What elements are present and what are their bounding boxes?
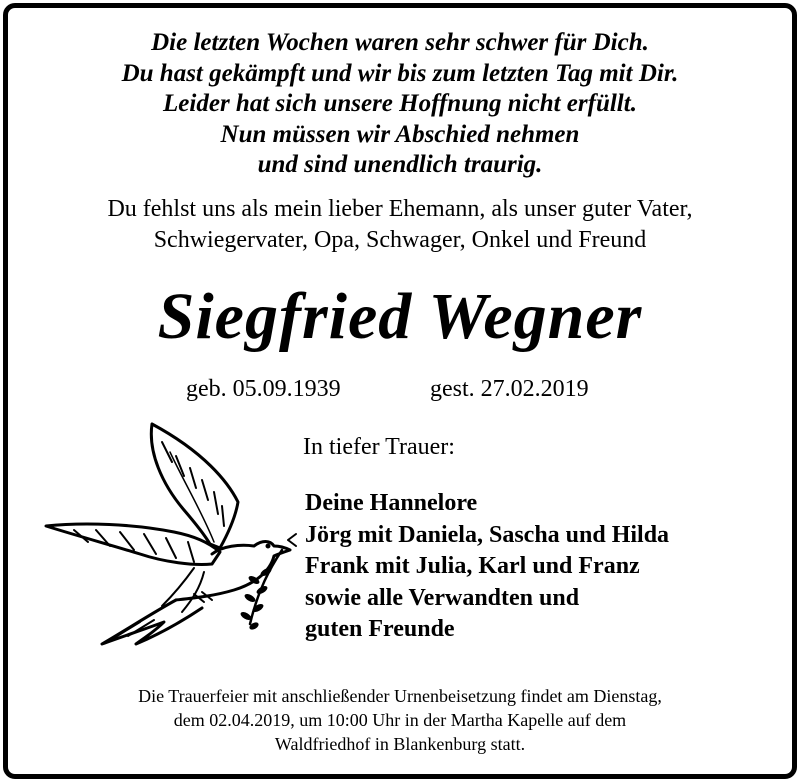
- mourning-label: In tiefer Trauer:: [303, 434, 455, 460]
- poem-line: und sind unendlich traurig.: [257, 151, 543, 178]
- family-list: [305, 488, 669, 646]
- family-line: Deine Hannelore: [305, 490, 478, 516]
- funeral-info: [0, 684, 800, 756]
- family-line: Jörg mit Daniela, Sascha und Hilda: [305, 521, 670, 548]
- intro-line: Du fehlst uns als mein lieber Ehemann, als unser guter Vater,: [107, 196, 693, 222]
- poem-line: Nun müssen wir Abschied nehmen: [220, 120, 580, 148]
- funeral-line: dem 02.04.2019, um 10:00 Uhr in der Martha Kapelle auf dem: [173, 710, 627, 730]
- family-line: guten Freunde: [305, 616, 455, 642]
- poem-line: Leider hat sich unsere Hoffnung nicht erfüllt.: [163, 90, 637, 117]
- intro-text: [0, 194, 800, 256]
- death-date: gest. 27.02.2019: [430, 376, 589, 402]
- family-line: Frank mit Julia, Karl und Franz: [305, 553, 640, 579]
- poem-line: Du hast gekämpft und wir bis zum letzten Tag mit Dir.: [121, 59, 679, 87]
- intro-line: Schwiegervater, Opa, Schwager, Onkel und Freund: [153, 227, 647, 253]
- poem: [0, 28, 800, 181]
- birth-date: geb. 05.09.1939: [186, 376, 341, 402]
- poem-line: Die letzten Wochen waren sehr schwer für Dich.: [151, 29, 649, 56]
- deceased-name: Siegfried Wegner: [157, 280, 643, 353]
- funeral-line: Die Trauerfeier mit anschließender Urnenbeisetzung findet am Dienstag,: [138, 686, 662, 706]
- funeral-line: Waldfriedhof in Blankenburg statt.: [274, 734, 526, 754]
- family-line: sowie alle Verwandten und: [305, 584, 580, 611]
- dove-with-olive-branch-icon: [44, 422, 300, 648]
